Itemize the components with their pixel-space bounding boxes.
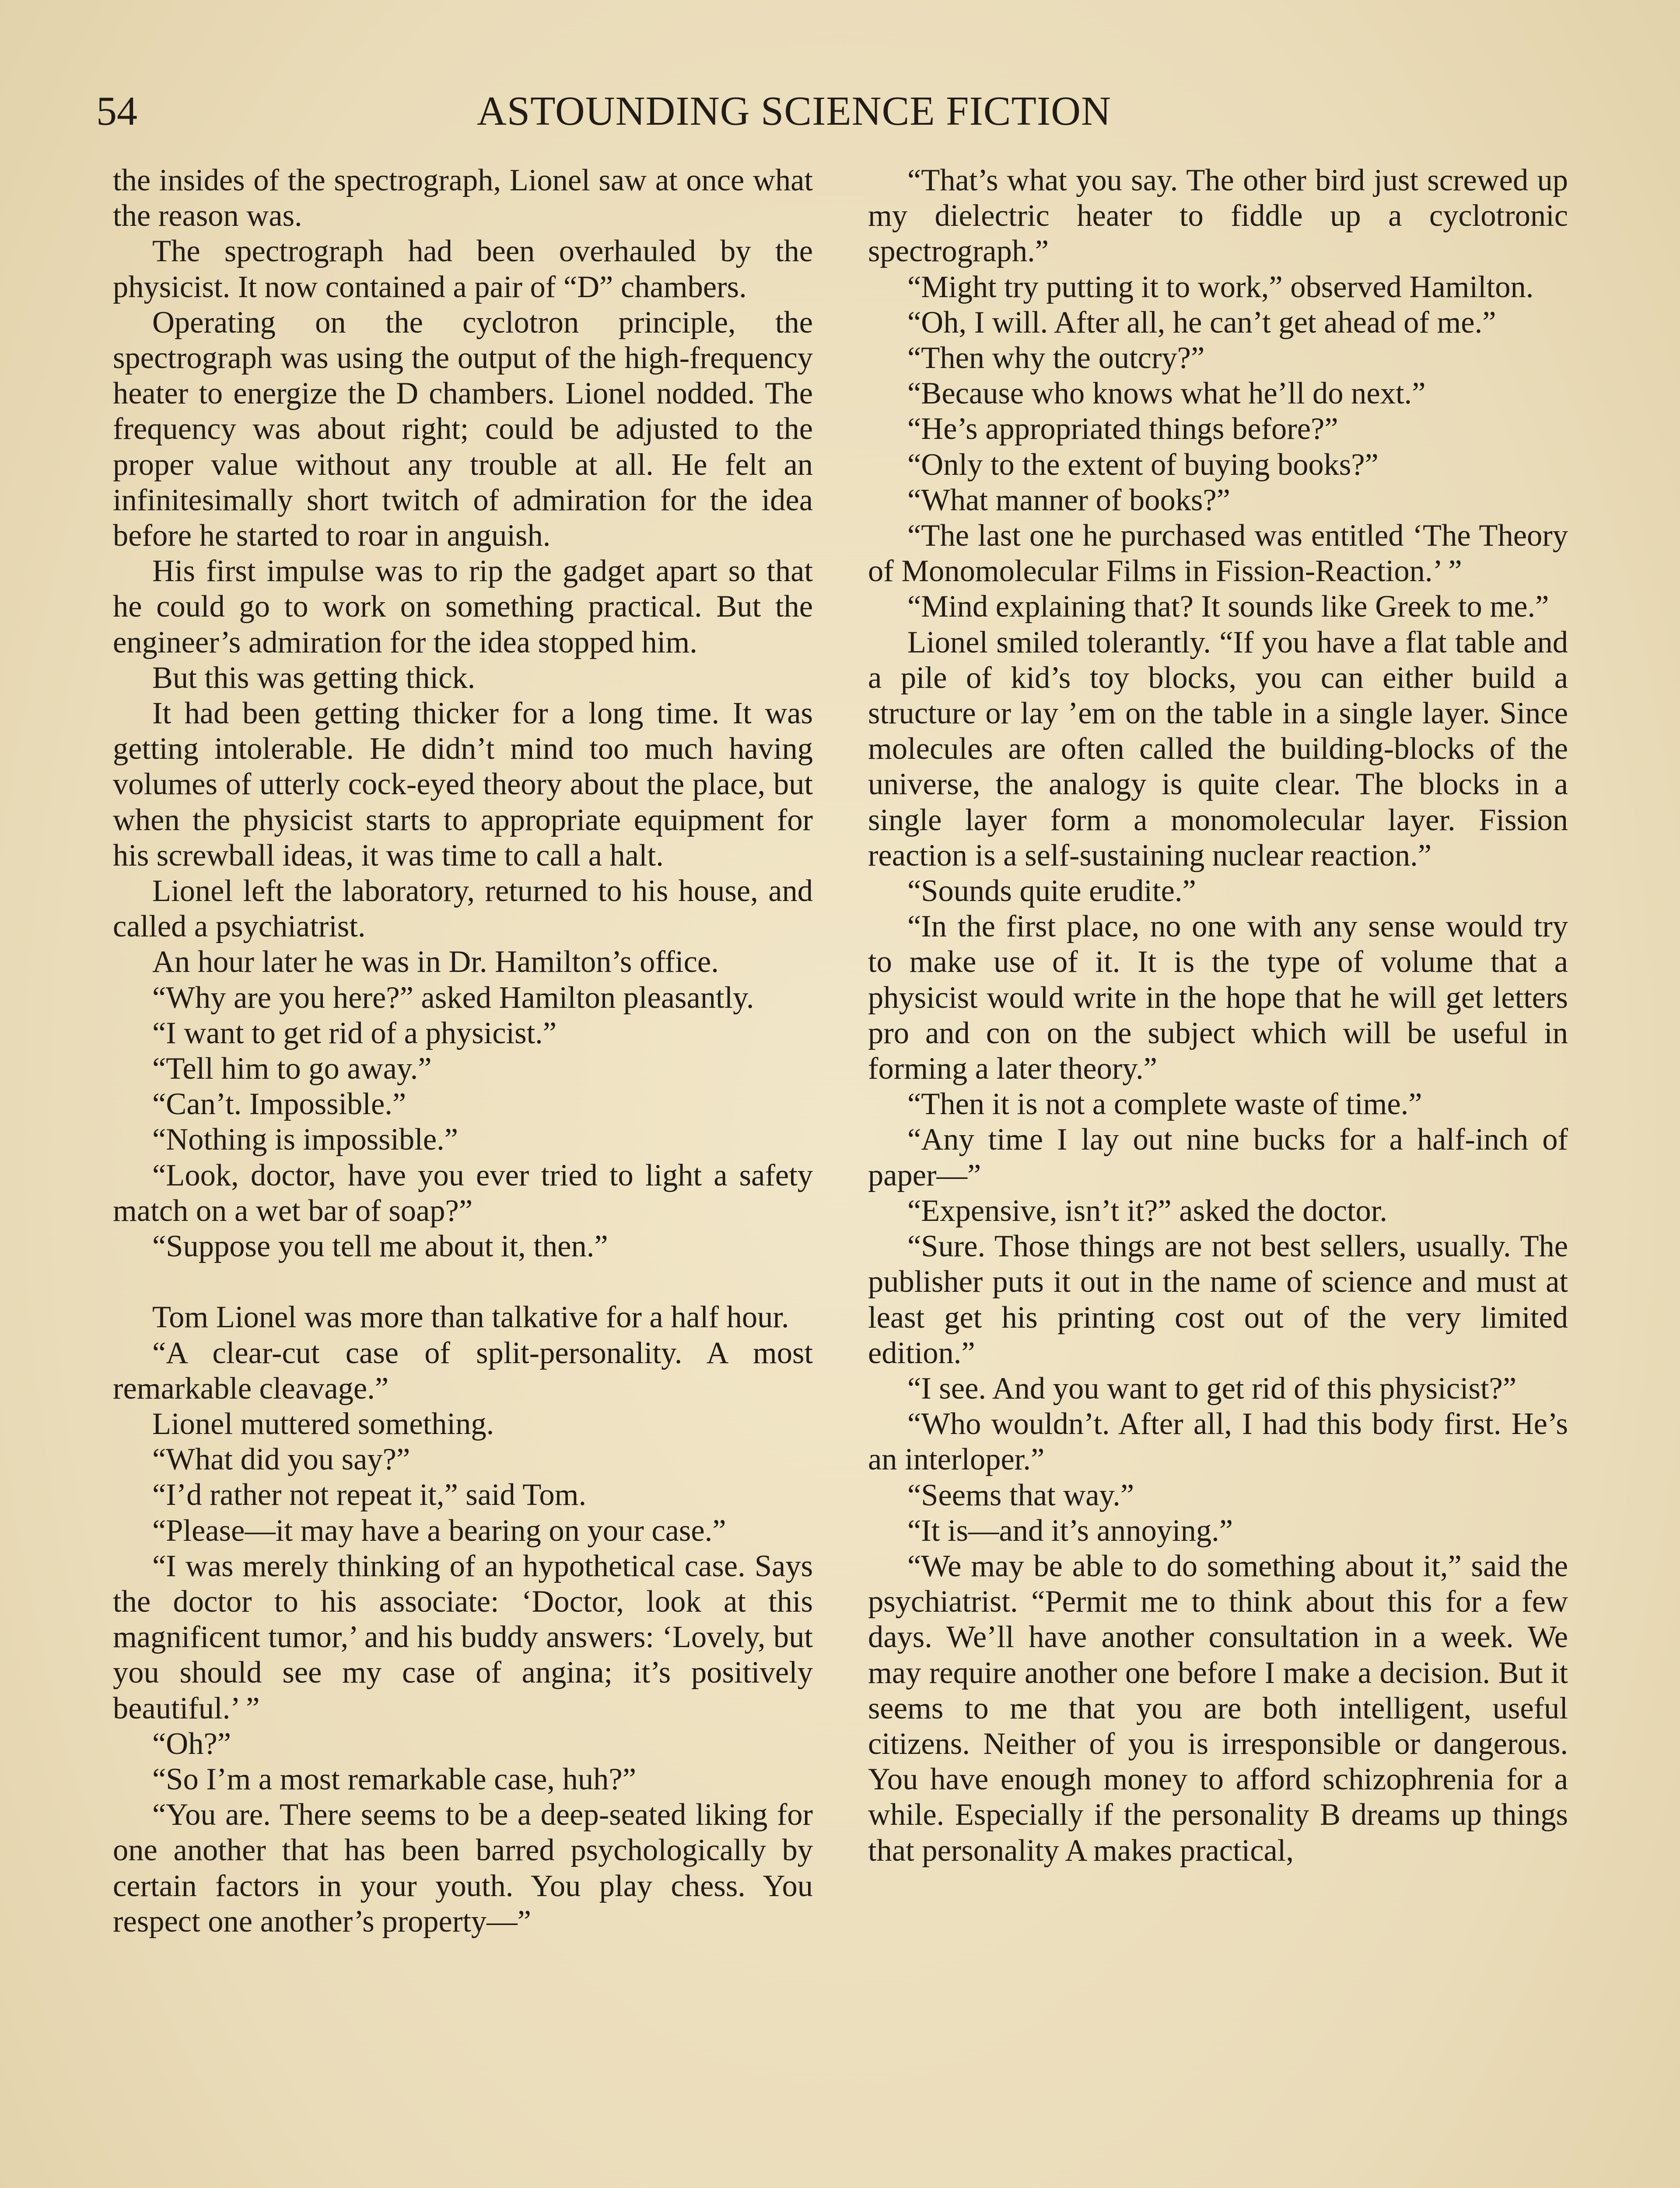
paragraph: “Any time I lay out nine bucks for a half-inch of paper—”	[868, 1122, 1568, 1192]
paragraph: “We may be able to do something about it,” said the psychiatrist. “Permit me to think about this for a few days. We’ll have another consultation in a week. We may require another one before I make a decision. But it seems to me that you are both intelligent, useful citizens. Neither of you is irresponsible or dangerous. You have enough money to afford schizophrenia for a while. Especially if the personality B dreams up things that personality A makes practical,	[868, 1549, 1568, 1868]
paragraph: “Might try putting it to work,” observed Hamilton.	[907, 270, 1534, 304]
paragraph: “The last one he purchased was entitled ‘The Theory of Monomolecular Films in Fission-Reaction.’ ”	[868, 519, 1568, 589]
paragraph: “In the first place, no one with any sense would try to make use of it. It is the type of volume that a physicist would write in the hope that he will get letters pro and con on the subject which will be useful in forming a later theory.”	[868, 909, 1568, 1086]
paragraph: “Because who knows what he’ll do next.”	[907, 376, 1426, 411]
paragraph: “Sure. Those things are not best sellers, usually. The publisher puts it out in the name of science and must at least get his printing cost out of the very limited edition.”	[868, 1229, 1568, 1370]
left-column	[113, 163, 813, 1939]
paragraph: “Why are you here?” asked Hamilton pleasantly.	[152, 980, 754, 1015]
paragraph: “Only to the extent of buying books?”	[907, 447, 1379, 482]
paragraph: “You are. There seems to be a deep-seated liking for one another that has been barred psychologically by certain factors in your youth. You play chess. You respect one another’s property—”	[113, 1798, 813, 1939]
paragraph: “Then why the outcry?”	[907, 341, 1205, 375]
paragraph: “I’d rather not repeat it,” said Tom.	[152, 1478, 587, 1512]
paragraph: His first impulse was to rip the gadget apart so that he could go to work on something practical. But the engineer’s admiration for the idea stopped him.	[113, 554, 813, 659]
running-title: ASTOUNDING SCIENCE FICTION	[477, 88, 1111, 134]
paragraph: “A clear-cut case of split-personality. A most remarkable cleavage.”	[113, 1336, 813, 1406]
paragraph: “What did you say?”	[152, 1442, 410, 1477]
paragraph: Lionel smiled tolerantly. “If you have a flat table and a pile of kid’s toy blocks, you can either build a structure or lay ’em on the table in a single layer. Since molecules are often called the building-blocks of the universe, the analogy is quite clear. The blocks in a single layer form a monomolecular layer. Fission reaction is a self-sustaining nuclear reaction.”	[868, 625, 1568, 873]
paragraph: “Nothing is impossible.”	[152, 1122, 458, 1157]
paragraph: Tom Lionel was more than talkative for a half hour.	[152, 1300, 789, 1335]
page-number: 54	[96, 88, 137, 134]
paragraph: But this was getting thick.	[152, 660, 476, 695]
paragraph: “Suppose you tell me about it, then.”	[152, 1229, 608, 1264]
paragraph: “It is—and it’s annoying.”	[907, 1513, 1233, 1548]
paragraph: “Oh, I will. After all, he can’t get ahead of me.”	[907, 305, 1496, 340]
paragraph: “That’s what you say. The other bird just screwed up my dielectric heater to fiddle up a cyclotronic spectrograph.”	[868, 163, 1568, 269]
paragraph: Operating on the cyclotron principle, the spectrograph was using the output of the high-frequency heater to energize the D chambers. Lionel nodded. The frequency was about right; could be adjusted to the proper value without any trouble at all. He felt an infinitesimally short twitch of admiration for the idea before he started to roar in anguish.	[113, 305, 813, 553]
paragraph: “I want to get rid of a physicist.”	[152, 1016, 557, 1050]
paragraph: “Mind explaining that? It sounds like Greek to me.”	[907, 589, 1549, 624]
page-header	[96, 88, 1601, 144]
paragraph: The spectrograph had been overhauled by the physicist. It now contained a pair of “D” chambers.	[113, 234, 813, 304]
paragraph: “Sounds quite erudite.”	[907, 874, 1196, 908]
paragraph: “I was merely thinking of an hypothetical case. Says the doctor to his associate: ‘Doctor, look at this magnificent tumor,’ and his buddy answers: ‘Lovely, but you should see my case of angina; it’s positively beautiful.’ ”	[113, 1549, 813, 1725]
paragraph: “Seems that way.”	[907, 1478, 1134, 1512]
paragraph: Lionel muttered something.	[152, 1406, 494, 1441]
paragraph: “Tell him to go away.”	[152, 1052, 432, 1086]
paragraph: “Then it is not a complete waste of time.”	[907, 1087, 1422, 1122]
paragraph: Lionel left the laboratory, returned to his house, and called a psychiatrist.	[113, 874, 813, 944]
paragraph: “Expensive, isn’t it?” asked the doctor.	[907, 1193, 1388, 1228]
paragraph: “Who wouldn’t. After all, I had this body first. He’s an interloper.”	[868, 1407, 1568, 1477]
paragraph: “Please—it may have a bearing on your case.”	[152, 1513, 726, 1548]
paragraph: “What manner of books?”	[907, 483, 1230, 517]
paragraph: It had been getting thicker for a long time. It was getting intolerable. He didn’t mind too much having volumes of utterly cock-eyed theory about the place, but when the physicist starts to appropriate equipment for his screwball ideas, it was time to call a halt.	[113, 696, 813, 873]
right-column	[868, 163, 1568, 1869]
paragraph: “Can’t. Impossible.”	[152, 1087, 406, 1122]
paragraph: “So I’m a most remarkable case, huh?”	[152, 1762, 637, 1796]
paragraph: the insides of the spectrograph, Lionel saw at once what the reason was.	[113, 163, 813, 233]
paragraph: “I see. And you want to get rid of this physicist?”	[907, 1371, 1517, 1406]
paragraph: “Look, doctor, have you ever tried to light a safety match on a wet bar of soap?”	[113, 1158, 813, 1228]
paragraph: “He’s appropriated things before?”	[907, 412, 1338, 446]
paragraph: “Oh?”	[152, 1726, 231, 1761]
paragraph: An hour later he was in Dr. Hamilton’s office.	[152, 945, 719, 979]
